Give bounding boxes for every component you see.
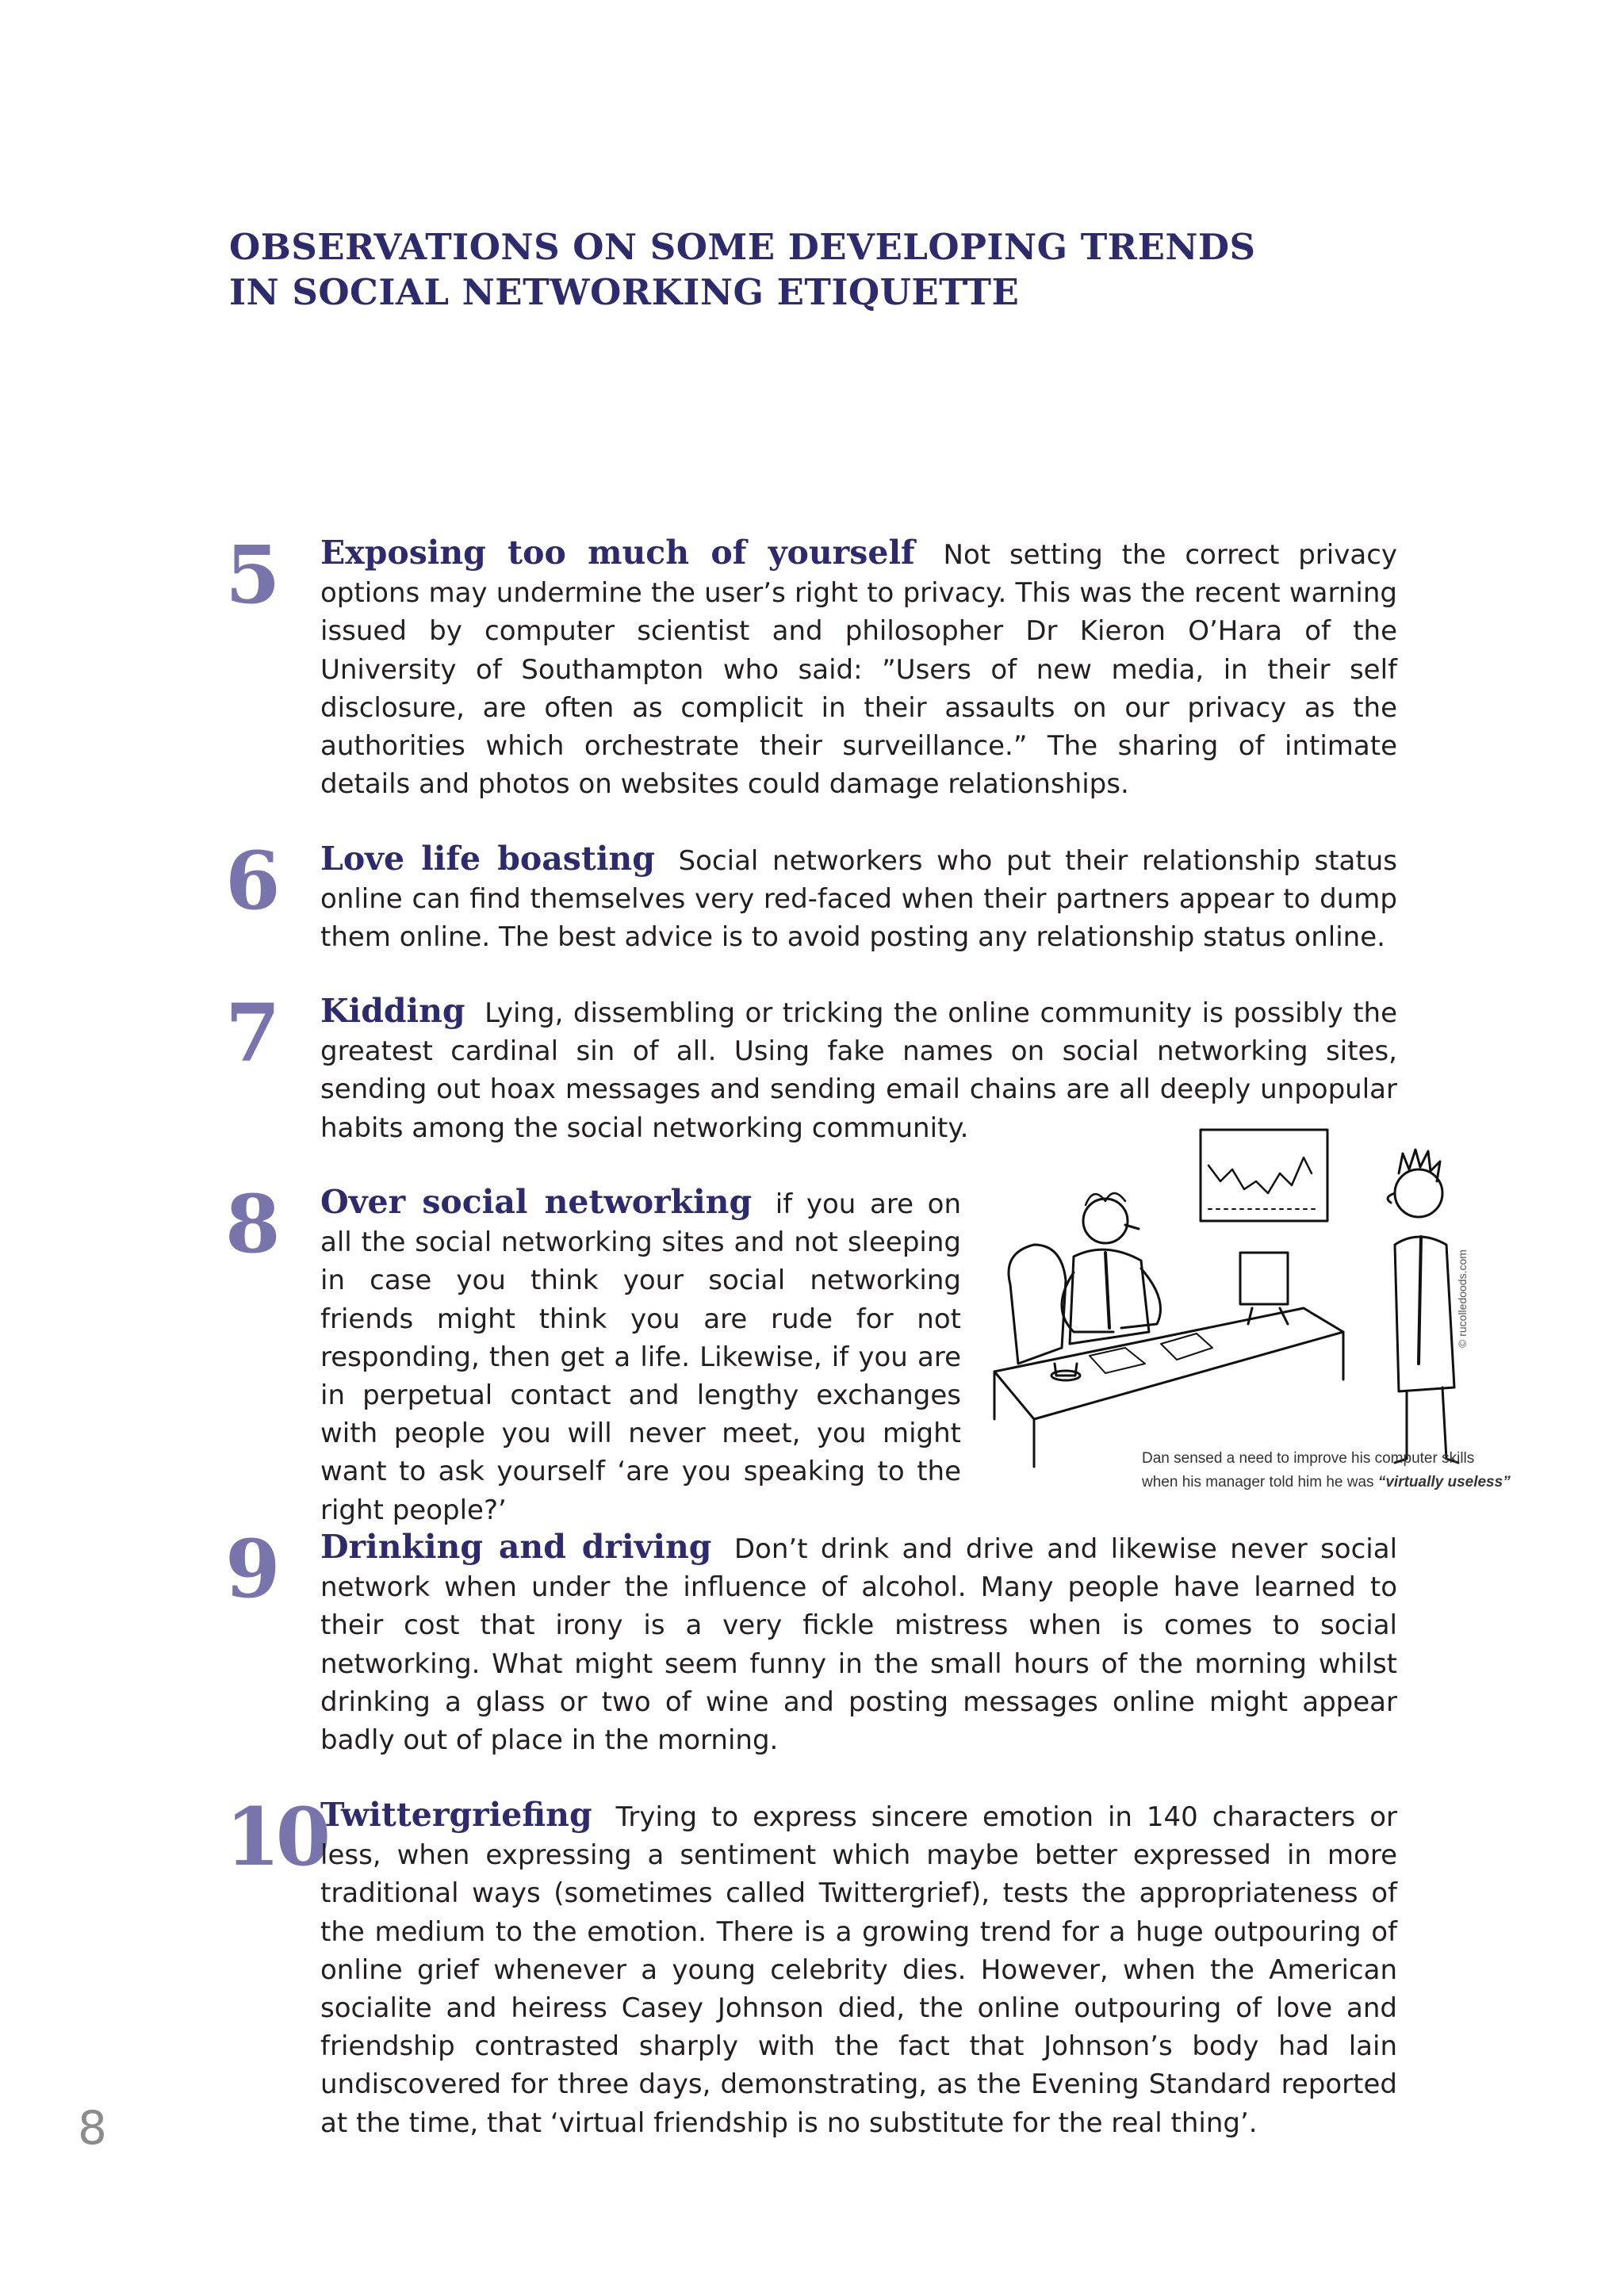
cartoon-caption-emphasis: “virtually useless” <box>1377 1474 1511 1490</box>
item-text-6: Social networkers who put their relationship status online can find themselves very red-faced when their partners appear to dump them online. The best advice is to avoid posting any relationship status online. <box>320 845 1397 954</box>
item-number-9: 9 <box>225 1522 276 1616</box>
item-body-5 <box>320 534 1397 803</box>
cartoon-caption <box>1142 1447 1515 1494</box>
item-body-10 <box>320 1796 1397 2142</box>
item-heading-8: Over social networking <box>320 1183 753 1221</box>
page-number: 8 <box>78 2101 107 2155</box>
item-number-6: 6 <box>225 834 276 928</box>
item-number-7: 7 <box>225 986 276 1080</box>
item-body-9 <box>320 1528 1397 1759</box>
cartoon-copyright: © rucolledoods.com <box>1456 1249 1469 1348</box>
cartoon-caption-line-1: Dan sensed a need to improve his computer skills <box>1142 1450 1475 1467</box>
item-body-8 <box>320 1183 961 1529</box>
item-text-7: Lying, dissembling or tricking the online community is possibly the greatest cardinal sin of all. Using fake names on social networking sites, sending out hoax messages and sending email chains are all deeply unpopular habits among the social networking community. <box>320 997 1398 1144</box>
item-number-5: 5 <box>225 528 276 622</box>
page-title-line-2: IN SOCIAL NETWORKING ETIQUETTE <box>229 271 1020 313</box>
office-cartoon-illustration <box>986 1126 1510 1498</box>
item-text-10: Trying to express sincere emotion in 140 characters or less, when expressing a sentiment which maybe better expressed in more traditional ways (sometimes called Twittergrief), tests the appropriateness of the medium to the emotion. There is a growing trend for a huge outpouring of online grief whenever a young celebrity dies. However, when the American socialite and heiress Casey Johnson died, the online outpouring of love and friendship contrasted sharply with the fact that Johnson’s body had lain undiscovered for three days, demonstrating, as the Evening Standard reported at the time, that ‘virtual friendship is no substitute for the real thing’. <box>320 1801 1397 2139</box>
page-title <box>229 224 1339 315</box>
item-heading-6: Love life boasting <box>320 840 655 878</box>
cartoon-caption-line-2 <box>1142 1471 1515 1494</box>
cartoon-caption-line-2-prefix: when his manager told him he was <box>1142 1474 1374 1490</box>
page-title-line-1: OBSERVATIONS ON SOME DEVELOPING TRENDS <box>229 226 1256 268</box>
item-body-7 <box>320 992 1397 1147</box>
wall-chart-icon <box>1201 1130 1327 1221</box>
item-heading-7: Kidding <box>320 992 465 1030</box>
item-number-8: 8 <box>225 1177 276 1271</box>
item-heading-10: Twittergriefing <box>320 1796 592 1834</box>
item-heading-5: Exposing too much of yourself <box>320 534 915 572</box>
item-heading-9: Drinking and driving <box>320 1528 712 1566</box>
item-text-8: if you are on all the social networking sites and not sleeping in case you think your social networking friends might think you are rude for not responding, then get a life. Likewise, if you are in perpetual contact and lengthy exchanges with people you will never meet, you might want to ask yourself ‘are you speaking to the right people?’ <box>320 1188 961 1526</box>
item-number-10: 10 <box>225 1790 327 1884</box>
item-body-6 <box>320 840 1397 957</box>
item-text-9: Don’t drink and drive and likewise never social network when under the influence of alcohol. Many people have learned to their cost that irony is a very fickle mistress when is comes to social networking. What might seem funny in the small hours of the morning whilst drinking a glass or two of wine and posting messages online might appear badly out of place in the morning. <box>320 1533 1398 1757</box>
item-text-5: Not setting the correct privacy options may undermine the user’s right to privacy. This was the recent warning issued by computer scientist and philosopher Dr Kieron O’Hara of the University of Southampton who said: ”Users of new media, in their self disclosure, are often as complicit in their assaults on our privacy as the authorities which orchestrate their surveillance.” The sharing of intimate details and photos on websites could damage relationships. <box>320 539 1398 801</box>
